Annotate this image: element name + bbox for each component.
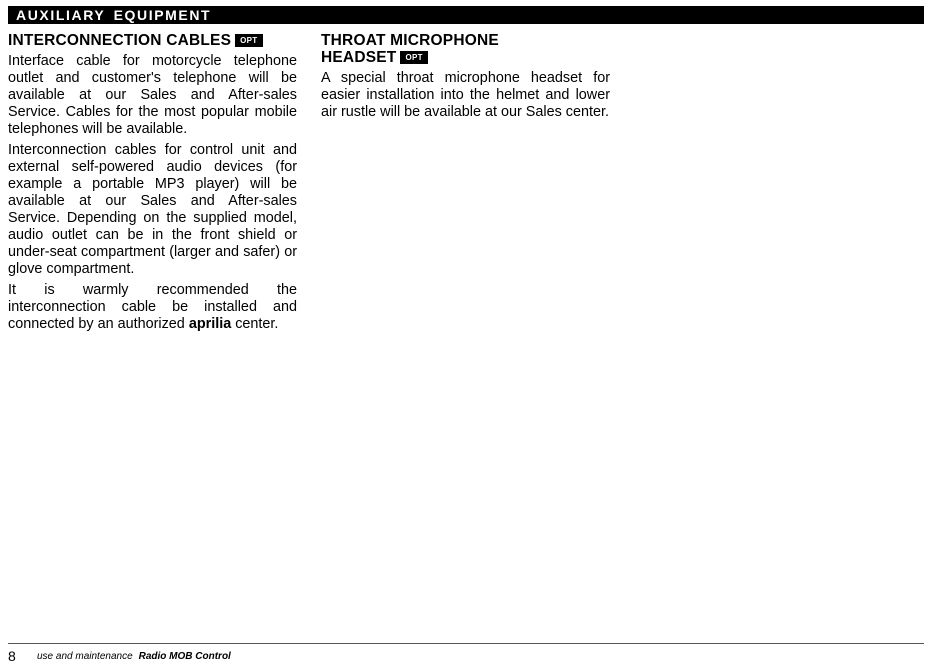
footer-caption xyxy=(37,650,231,663)
recommendation-text: It is warmly recommended the interconnection cable be installed and connected by an authorized xyxy=(8,282,297,332)
optional-badge: OPT xyxy=(235,34,262,47)
telephone-cable-paragraph: Interface cable for motorcycle telephone outlet and customer's telephone will be available at our Sales and After-sales Service. Cables for the most popular mobile telephones will be available. xyxy=(8,53,297,137)
heading-line-1: THROAT MICROPHONE xyxy=(321,32,499,49)
interconnection-cables-heading xyxy=(8,32,297,49)
installation-recommendation-paragraph xyxy=(8,282,297,333)
interconnection-cables-column xyxy=(8,32,297,337)
optional-badge: OPT xyxy=(400,51,427,64)
section-title: AUXILIARY EQUIPMENT xyxy=(16,7,212,23)
heading-line-2: HEADSET xyxy=(321,49,397,66)
page-number: 8 xyxy=(8,648,16,664)
footer-product-name: Radio MOB Control xyxy=(138,651,231,662)
audio-cable-paragraph: Interconnection cables for control unit and external self-powered audio devices (for example a portable MP3 player) will be available at our Sales and After-sales Service. Depending on the supplied model, audio outlet can be in the front shield or under-seat compartment (larger and safer) or glove compartment. xyxy=(8,142,297,277)
throat-microphone-heading xyxy=(321,32,610,66)
section-header-bar xyxy=(8,6,924,24)
throat-microphone-column xyxy=(321,32,610,125)
footer-divider xyxy=(8,643,924,644)
headset-paragraph: A special throat microphone headset for easier installation into the helmet and lower air rustle will be available at our Sales center. xyxy=(321,70,610,120)
heading-text: INTERCONNECTION CABLES xyxy=(8,32,232,49)
footer-label: use and maintenance xyxy=(37,651,133,662)
recommendation-end: center. xyxy=(231,316,279,332)
brand-name: aprilia xyxy=(188,316,232,332)
